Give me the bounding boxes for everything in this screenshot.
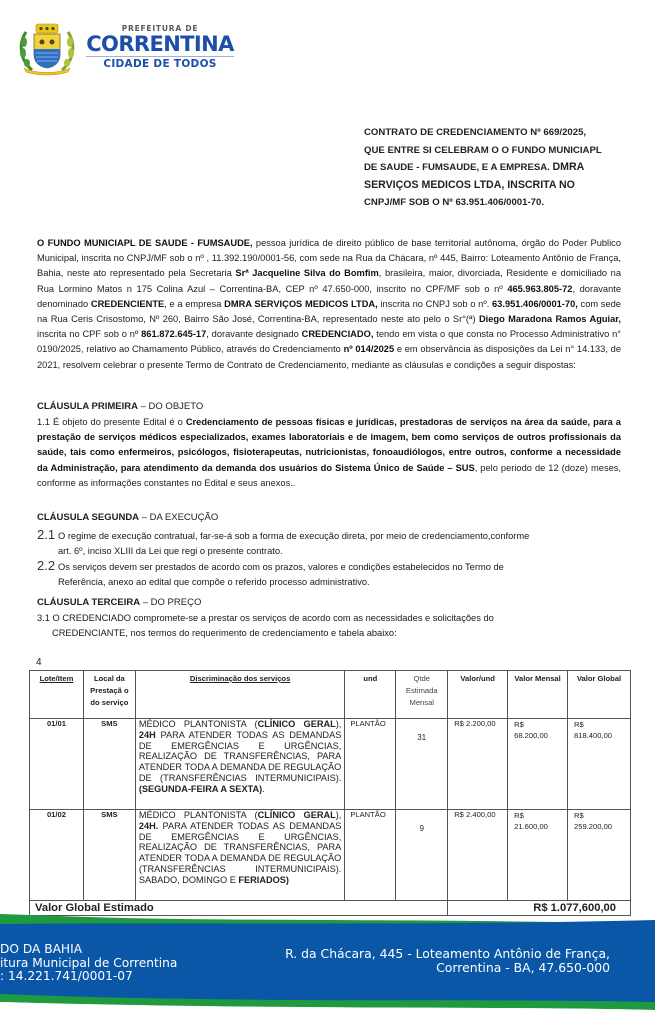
representative-name: Diego Maradona Ramos Aguiar, (478, 314, 621, 325)
cell-local: SMS (83, 810, 135, 901)
total-label: Valor Global Estimado (30, 901, 448, 916)
footer-address-line2: Correntina - BA, 47.650-000 (436, 960, 610, 975)
cell-valor-global (568, 810, 631, 901)
header-local: Local da Prestaçã o do serviço (83, 671, 135, 719)
header-desc-text: Discriminação dos serviços (189, 674, 291, 683)
currency: R$ (574, 720, 584, 729)
prefeitura-logo (14, 18, 234, 78)
intro-text: pessoa jurídica de direito público de base territorial autônoma, órgão do Poder Publico Municipal, inscrita no CNPJ/MF sob o nº , 11.392.190/0001-56, com sede na Rua da Chácara, nº 445, Bairro: Loteamento Antônio de França, Bahia, neste ato representado pela Secretaria (37, 238, 621, 279)
desc-text: . (262, 783, 265, 794)
item-text: O regime de execução contratual, far-se-á sob a forma de execução direta, por meio de credenciamento,conforme (58, 531, 530, 541)
cell-valor-global (568, 719, 631, 810)
clause-3-item-1 (37, 611, 623, 641)
desc-text: MÉDICO PLANTONISTA ( (138, 810, 258, 820)
footer-left-info (0, 943, 177, 984)
desc-bold: 24H. (138, 820, 159, 831)
currency: R$ (514, 811, 524, 820)
cell-description (135, 810, 344, 901)
table-row (30, 719, 631, 810)
clause-1-heading (37, 401, 203, 412)
header-und: und (345, 671, 396, 719)
item-text: Os serviços devem ser prestados de acordo com os prazos, valores e condições estabelecidos no Termo de (58, 562, 504, 572)
contract-title-line4: SERVIÇOS MEDICOS LTDA, INSCRITA NO (364, 178, 575, 191)
intro-text: inscrita no CNPJ sob o nº. (377, 298, 493, 309)
contract-title-line3b: DMRA (552, 161, 585, 173)
footer-address-line1: R. da Chácara, 445 - Loteamento Antônio de França, (285, 946, 610, 961)
coat-of-arms-icon (16, 20, 78, 76)
cell-valor-mensal (508, 810, 568, 901)
desc-text: ), (335, 719, 342, 729)
currency: R$ (574, 811, 584, 820)
header-valor-global: Valor Global (568, 671, 631, 719)
cell-und: PLANTÃO (345, 810, 396, 901)
contract-title-line5: CNPJ/MF SOB O Nº 63.951.406/0001-70. (364, 197, 545, 208)
amount: 818.400,00 (574, 731, 613, 740)
desc-text: ), (335, 810, 342, 820)
item-text: Referência, anexo ao edital que compõe o referido processo administrativo. (58, 577, 370, 587)
item-number: 2.2 (37, 558, 56, 573)
clause-1-title: CLÁUSULA PRIMEIRA (37, 401, 138, 412)
clause-2-item-1 (37, 529, 623, 559)
clause-2-heading (37, 512, 218, 523)
cell-valor-und: R$ 2.400,00 (448, 810, 508, 901)
cell-lote: 01/01 (30, 719, 84, 810)
cell-valor-mensal (508, 719, 568, 810)
item-text: , pelo periodo de 12 (doze) meses, conforme as informações constantes no Edital e seus anexos.. (37, 462, 622, 488)
desc-text: PARA ATENDER TODAS AS DEMANDAS DE EMERGÊNCIAS E URGÊNCIAS, REALIZAÇÃO DE TRANSFERÊNCIAS, PARA ATENDER TODA A DEMANDA DE REGULAÇÃO (TRANSFERÊNCIAS INTERMUNICIPAIS). SABADO, DOMINGO E (138, 820, 342, 885)
secretary-name: Srª Jacqueline Silva do Bomfim (235, 268, 379, 279)
intro-text: , brasileira, maior, divorciada, Residente e domiciliado na Rua Lormino Matos n 175 Colina Azul – Correntina-BA, CEP nº 47.650-000, inscrito no CPF/MF sob o nº (37, 268, 622, 294)
clause-3-heading (37, 597, 201, 608)
currency: R$ (514, 720, 524, 729)
clause-3-subtitle: – DO PREÇO (140, 597, 202, 608)
credenciamento-number: nº 014/2025 (343, 344, 395, 355)
desc-text: PARA ATENDER TODAS AS DEMANDAS DE EMERGÊNCIAS E URGÊNCIAS, REALIZAÇÃO DE TRANSFERÊNCIAS, PARA ATENDER TODA A DEMANDA DE REGULAÇÃO DE (TRANSFERÊNCIAS INTERMUNICIPAIS). (138, 729, 342, 783)
logo-tagline: CIDADE DE TODOS (103, 58, 217, 70)
item-number: 3.1 (37, 613, 50, 623)
clause-1-subtitle: – DO OBJETO (137, 401, 204, 412)
item-text: art. 6º, inciso XLIII da Lei que regi o presente contrato. (58, 546, 283, 556)
footer-prefeitura: itura Municipal de Correntina (0, 955, 178, 970)
intro-paragraph (37, 236, 621, 373)
cell-qtde: 31 (396, 719, 448, 810)
clause-2-subtitle: – DA EXECUÇÃO (139, 512, 219, 523)
total-value: R$ 1.077,600,00 (448, 901, 631, 916)
fundo-name: O FUNDO MUNICIAPL DE SAUDE - FUMSAUDE, (37, 238, 253, 248)
item-number: 2.1 (37, 527, 56, 542)
amount: 68.200,00 (514, 731, 548, 740)
clause-3-title: CLÁUSULA TERCEIRA (37, 597, 141, 608)
table-header-row (30, 671, 631, 719)
intro-text: com sede na Rua Ceris Crisostomo, Nº 260, Bairro São José, Correntina-BA, representado neste ato pelo o Sr°(ª) (37, 298, 621, 325)
credenciado-label: CREDENCIADO, (301, 329, 374, 340)
secretary-cpf: 465.963.805-72 (507, 283, 573, 294)
logo-divider (86, 56, 234, 57)
company-name: DMRA SERVIÇOS MEDICOS LTDA, (224, 298, 378, 309)
clause-1-item-1 (37, 415, 621, 491)
contract-title-line2: QUE ENTRE SI CELEBRAM O O FUNDO MUNICIAPL (364, 144, 602, 156)
contract-title-line1: CONTRATO DE CREDENCIAMENTO Nº 669/2025, (364, 127, 587, 138)
amount: 259.200,00 (574, 822, 613, 831)
logo-prefix: PREFEITURA DE (121, 24, 199, 33)
intro-text: , doravante denominado (37, 283, 621, 309)
cell-und: PLANTÃO (345, 719, 396, 810)
header-qtde: Qtde Estimada Mensal (396, 671, 448, 719)
table-label: 4 (36, 657, 42, 668)
intro-text: inscrita no CPF sob o nº (37, 329, 142, 340)
intro-text: , doravante designado (206, 329, 302, 340)
footer-address (285, 947, 610, 975)
desc-text: MÉDICO PLANTONISTA ( (138, 719, 258, 729)
intro-text: tendo em vista o que consta no Processo Administrativo n° 0190/2025, relativo ao Chamamento Público, através do Credenciamento (37, 329, 621, 355)
desc-bold: FERIADOS) (238, 874, 289, 885)
company-cnpj: 63.951.406/0001-70, (492, 298, 578, 309)
logo-wordmark (80, 24, 240, 70)
clause-2-item-2 (37, 560, 623, 590)
desc-bold: CLÍNICO GERAL (257, 810, 336, 820)
desc-bold: CLÍNICO GERAL (257, 719, 336, 729)
header-valor-und: Valor/und (448, 671, 508, 719)
logo-city-name: CORRENTINA (86, 32, 234, 56)
footer-cnpj: : 14.221.741/0001-07 (0, 969, 133, 983)
cell-local: SMS (83, 719, 135, 810)
desc-bold: (SEGUNDA-FEIRA A SEXTA) (138, 783, 263, 794)
header-valor-mensal: Valor Mensal (508, 671, 568, 719)
cell-description (135, 719, 344, 810)
item-text: O CREDENCIADO compromete-se a prestar os serviços de acordo com as necessidades e solicitações do (49, 613, 494, 623)
contract-title (364, 124, 624, 212)
header-lote-text: Lote/Item (39, 674, 74, 683)
clause-2-title: CLÁUSULA SEGUNDA (37, 512, 140, 523)
representative-cpf: 861.872.645-17 (141, 329, 207, 340)
services-table (29, 670, 631, 916)
desc-bold: 24H (138, 729, 156, 740)
table-row (30, 810, 631, 901)
cell-qtde: 9 (396, 810, 448, 901)
header-lote (30, 671, 84, 719)
intro-text: e em observância às disposições da Lei n° 14.133, de 2021, resolvem celebrar o presente Termo de Contrato de Credenciamento, mediante as cláusulas e condições a seguir dispostas: (37, 344, 621, 370)
item-bold-text: Credenciamento de pessoas físicas e jurídicas, prestadoras de serviços na área da saúde, para a prestação de serviços médicos especializados, exames laboratoriais e de imagem, bem como serviços de outros profissionais da saúde, tais como enfermeiros, psicólogos, fisioterapeutas, nutricionistas, fonoaudiólogos, entre outros, conforme a necessidade da Administração, para atendimento da demanda dos usuários do Sistema Único de Saúde – SUS (37, 417, 621, 473)
cell-lote: 01/02 (30, 810, 84, 901)
item-text: É objeto do presente Edital é o (49, 417, 186, 427)
credenciante-label: CREDENCIENTE (90, 298, 165, 309)
item-number: 1.1 (37, 417, 50, 427)
contract-title-line3a: DE SAUDE - FUMSAUDE, E A EMPRESA. (364, 162, 550, 173)
item-text: CREDENCIANTE, nos termos do requerimento de credenciamento e tabela abaixo: (52, 628, 397, 638)
amount: 21.600,00 (514, 822, 548, 831)
cell-valor-und: R$ 2.200,00 (448, 719, 508, 810)
footer-state: DO DA BAHIA (0, 942, 83, 956)
header-desc (135, 671, 344, 719)
intro-text: , e a empresa (164, 298, 225, 309)
